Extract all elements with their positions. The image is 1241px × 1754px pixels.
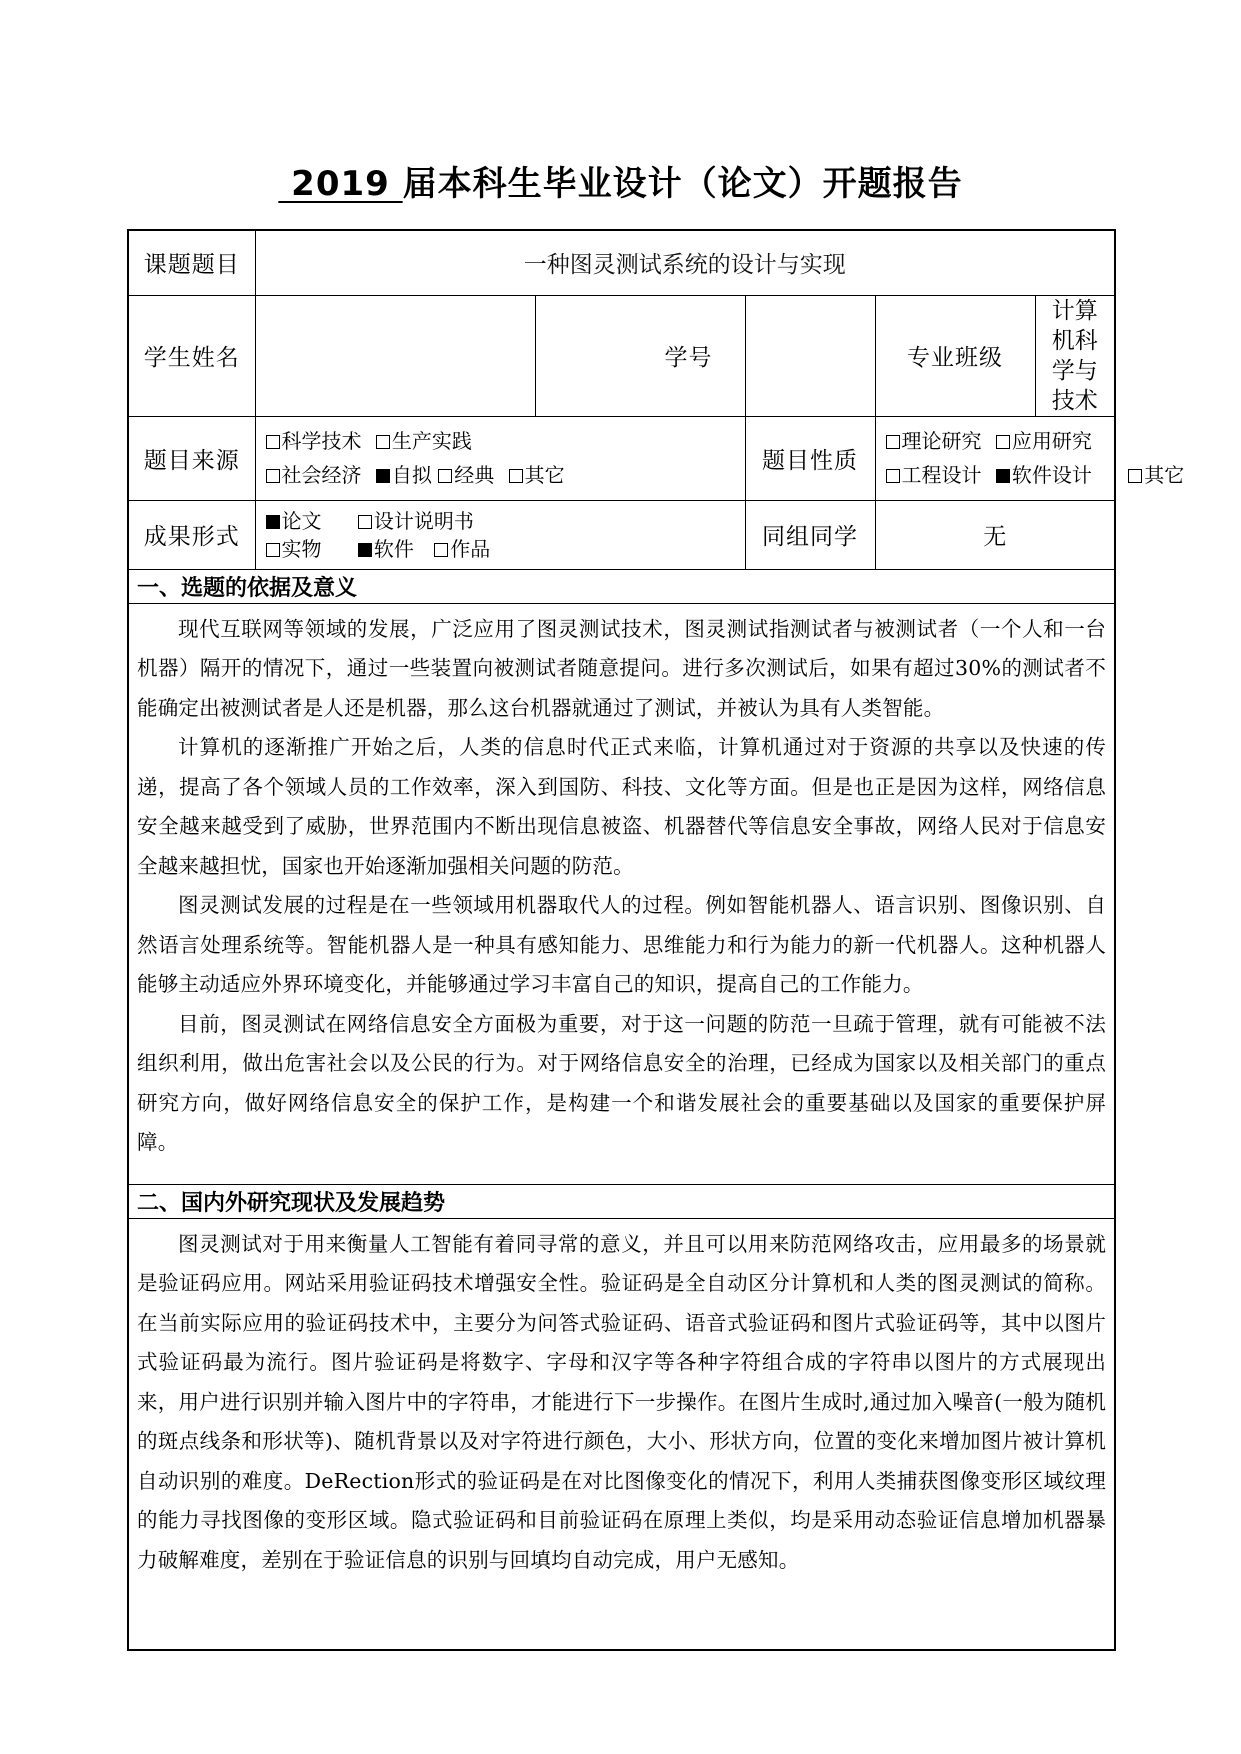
section-1-header-row (128, 569, 1115, 603)
option-label: 软件 (373, 536, 414, 561)
section-2-body-row (128, 1218, 1115, 1650)
checked-box-icon (358, 543, 372, 557)
nature-option-3[interactable] (996, 458, 1092, 492)
result-option-1[interactable] (358, 507, 474, 535)
paragraph: 计算机的逐渐推广开始之后，人类的信息时代正式来临，计算机通过对于资源的共享以及快速的传递，提高了各个领域人员的工作效率，深入到国防、科技、文化等方面。但是也正是因为这样，网络信息安全越来越受到了威胁，世界范围内不断出现信息被盗、机器替代等信息安全事故，网络人民对于信息安全越来越担忧，国家也开始逐渐加强相关问题的防范。 (137, 735, 1107, 878)
nature-option-2[interactable] (886, 458, 982, 492)
checked-box-icon (996, 469, 1010, 483)
paragraph: 目前，图灵测试在网络信息安全方面极为重要，对于这一问题的防范一旦疏于管理，就有可能被不法组织利用，做出危害社会以及公民的行为。对于网络信息安全的治理，已经成为国家以及相关部门的重点研究方向，做好网络信息安全的保护工作，是构建一个和谐发展社会的重要基础以及国家的重要保护屏障。 (137, 1011, 1107, 1154)
checked-box-icon (376, 469, 390, 483)
student-id-value (745, 295, 875, 416)
section-body (128, 603, 1115, 1184)
option-label: 设计说明书 (373, 508, 474, 533)
group-label: 同组同学 (745, 500, 875, 569)
source-option-2[interactable] (266, 458, 362, 492)
option-label: 软件设计 (1011, 463, 1092, 487)
nature-option-1[interactable] (996, 424, 1092, 458)
option-label: 科学技术 (281, 429, 362, 453)
section-1-body-row (128, 603, 1115, 1184)
student-name-label: 学生姓名 (128, 295, 255, 416)
source-option-3[interactable] (376, 458, 432, 492)
result-option-0[interactable] (266, 507, 322, 535)
checkbox-icon (376, 435, 390, 449)
checkbox-icon (1128, 469, 1142, 483)
source-option-1[interactable] (376, 424, 472, 458)
topic-label: 课题题目 (128, 230, 255, 295)
option-label: 理论研究 (901, 429, 982, 453)
checkbox-icon (438, 469, 452, 483)
option-label: 作品 (450, 536, 491, 561)
result-label: 成果形式 (128, 500, 255, 569)
result-option-2[interactable] (266, 535, 322, 563)
paragraph: 图灵测试对于用来衡量人工智能有着同寻常的意义，并且可以用来防范网络攻击，应用最多的场景就是验证码应用。网站采用验证码技术增强安全性。验证码是全自动区分计算机和人类的图灵测试的简称。在当前实际应用的验证码技术中，主要分为问答式验证码、语音式验证码和图片式验证码等，其中以图片式验证码最为流行。图片验证码是将数字、字母和汉字等各种字符组合成的字符串以图片的方式展现出来，用户进行识别并输入图片中的字符串，才能进行下一步操作。在图片生成时,通过加入噪音(一般为随机的斑点线条和形状等)、随机背景以及对字符进行颜色，大小、形状方向，位置的变化来增加图片被计算机自动识别的难度。DeRection形式的验证码是在对比图像变化的情况下，利用人类捕获图像变形区域纹理的能力寻找图像的变形区域。隐式验证码和目前验证码在原理上类似，均是采用动态验证信息增加机器暴力破解难度，差别在于验证信息的识别与回填均自动完成，用户无感知。 (137, 1231, 1107, 1572)
source-option-4[interactable] (438, 458, 494, 492)
checkbox-icon (509, 469, 523, 483)
nature-label: 题目性质 (745, 416, 875, 500)
source-label: 题目来源 (128, 416, 255, 500)
checkbox-icon (266, 435, 280, 449)
checkbox-icon (434, 543, 448, 557)
option-label: 论文 (281, 508, 322, 533)
source-row (128, 416, 1115, 500)
option-label: 工程设计 (901, 463, 982, 487)
option-label: 经典 (454, 463, 495, 487)
result-option-3[interactable] (358, 535, 414, 563)
section-heading: 二、国内外研究现状及发展趋势 (128, 1184, 1115, 1218)
source-options (255, 416, 745, 500)
section-heading: 一、选题的依据及意义 (128, 569, 1115, 603)
topic-row (128, 230, 1115, 295)
checkbox-icon (996, 435, 1010, 449)
option-label: 其它 (1144, 463, 1185, 487)
checked-box-icon (266, 515, 280, 529)
report-table (127, 229, 1185, 1651)
option-label: 生产实践 (391, 429, 472, 453)
topic-value: 一种图灵测试系统的设计与实现 (255, 230, 1115, 295)
nature-option-0[interactable] (886, 424, 982, 458)
checkbox-icon (266, 543, 280, 557)
major-value: 计算机科学与技术 (1035, 295, 1115, 416)
result-options (255, 500, 745, 569)
checkbox-icon (886, 469, 900, 483)
student-id-label: 学号 (535, 295, 745, 416)
source-option-5[interactable] (509, 458, 565, 492)
option-label: 实物 (281, 536, 322, 561)
page-title (0, 158, 1241, 210)
checkbox-icon (266, 469, 280, 483)
paragraph: 现代互联网等领域的发展，广泛应用了图灵测试技术，图灵测试指测试者与被测试者（一个人和一台机器）隔开的情况下，通过一些装置向被测试者随意提问。进行多次测试后，如果有超过30%的测试者不能确定出被测试者是人还是机器，那么这台机器就通过了测试，并被认为具有人类智能。 (137, 616, 1107, 720)
title-text: 届本科生毕业设计（论文）开题报告 (402, 164, 963, 204)
section-2-header-row (128, 1184, 1115, 1218)
option-label: 社会经济 (281, 463, 362, 487)
nature-option-4[interactable] (1128, 458, 1184, 492)
checkbox-icon (886, 435, 900, 449)
nature-options (875, 416, 1185, 500)
option-label: 应用研究 (1011, 429, 1092, 453)
checkbox-icon (358, 515, 372, 529)
paragraph: 图灵测试发展的过程是在一些领域用机器取代人的过程。例如智能机器人、语言识别、图像识别、自然语言处理系统等。智能机器人是一种具有感知能力、思维能力和行为能力的新一代机器人。这种机器人能够主动适应外界环境变化，并能够通过学习丰富自己的知识，提高自己的工作能力。 (137, 893, 1107, 996)
student-row (128, 295, 1115, 416)
result-row (128, 500, 1115, 569)
title-year: 2019 (278, 164, 403, 204)
source-option-0[interactable] (266, 424, 362, 458)
section-body (128, 1218, 1115, 1650)
option-label: 其它 (524, 463, 565, 487)
option-label: 自拟 (391, 463, 432, 487)
result-option-4[interactable] (434, 535, 490, 563)
major-label: 专业班级 (875, 295, 1035, 416)
group-value: 无 (875, 500, 1115, 569)
student-name-value (255, 295, 535, 416)
